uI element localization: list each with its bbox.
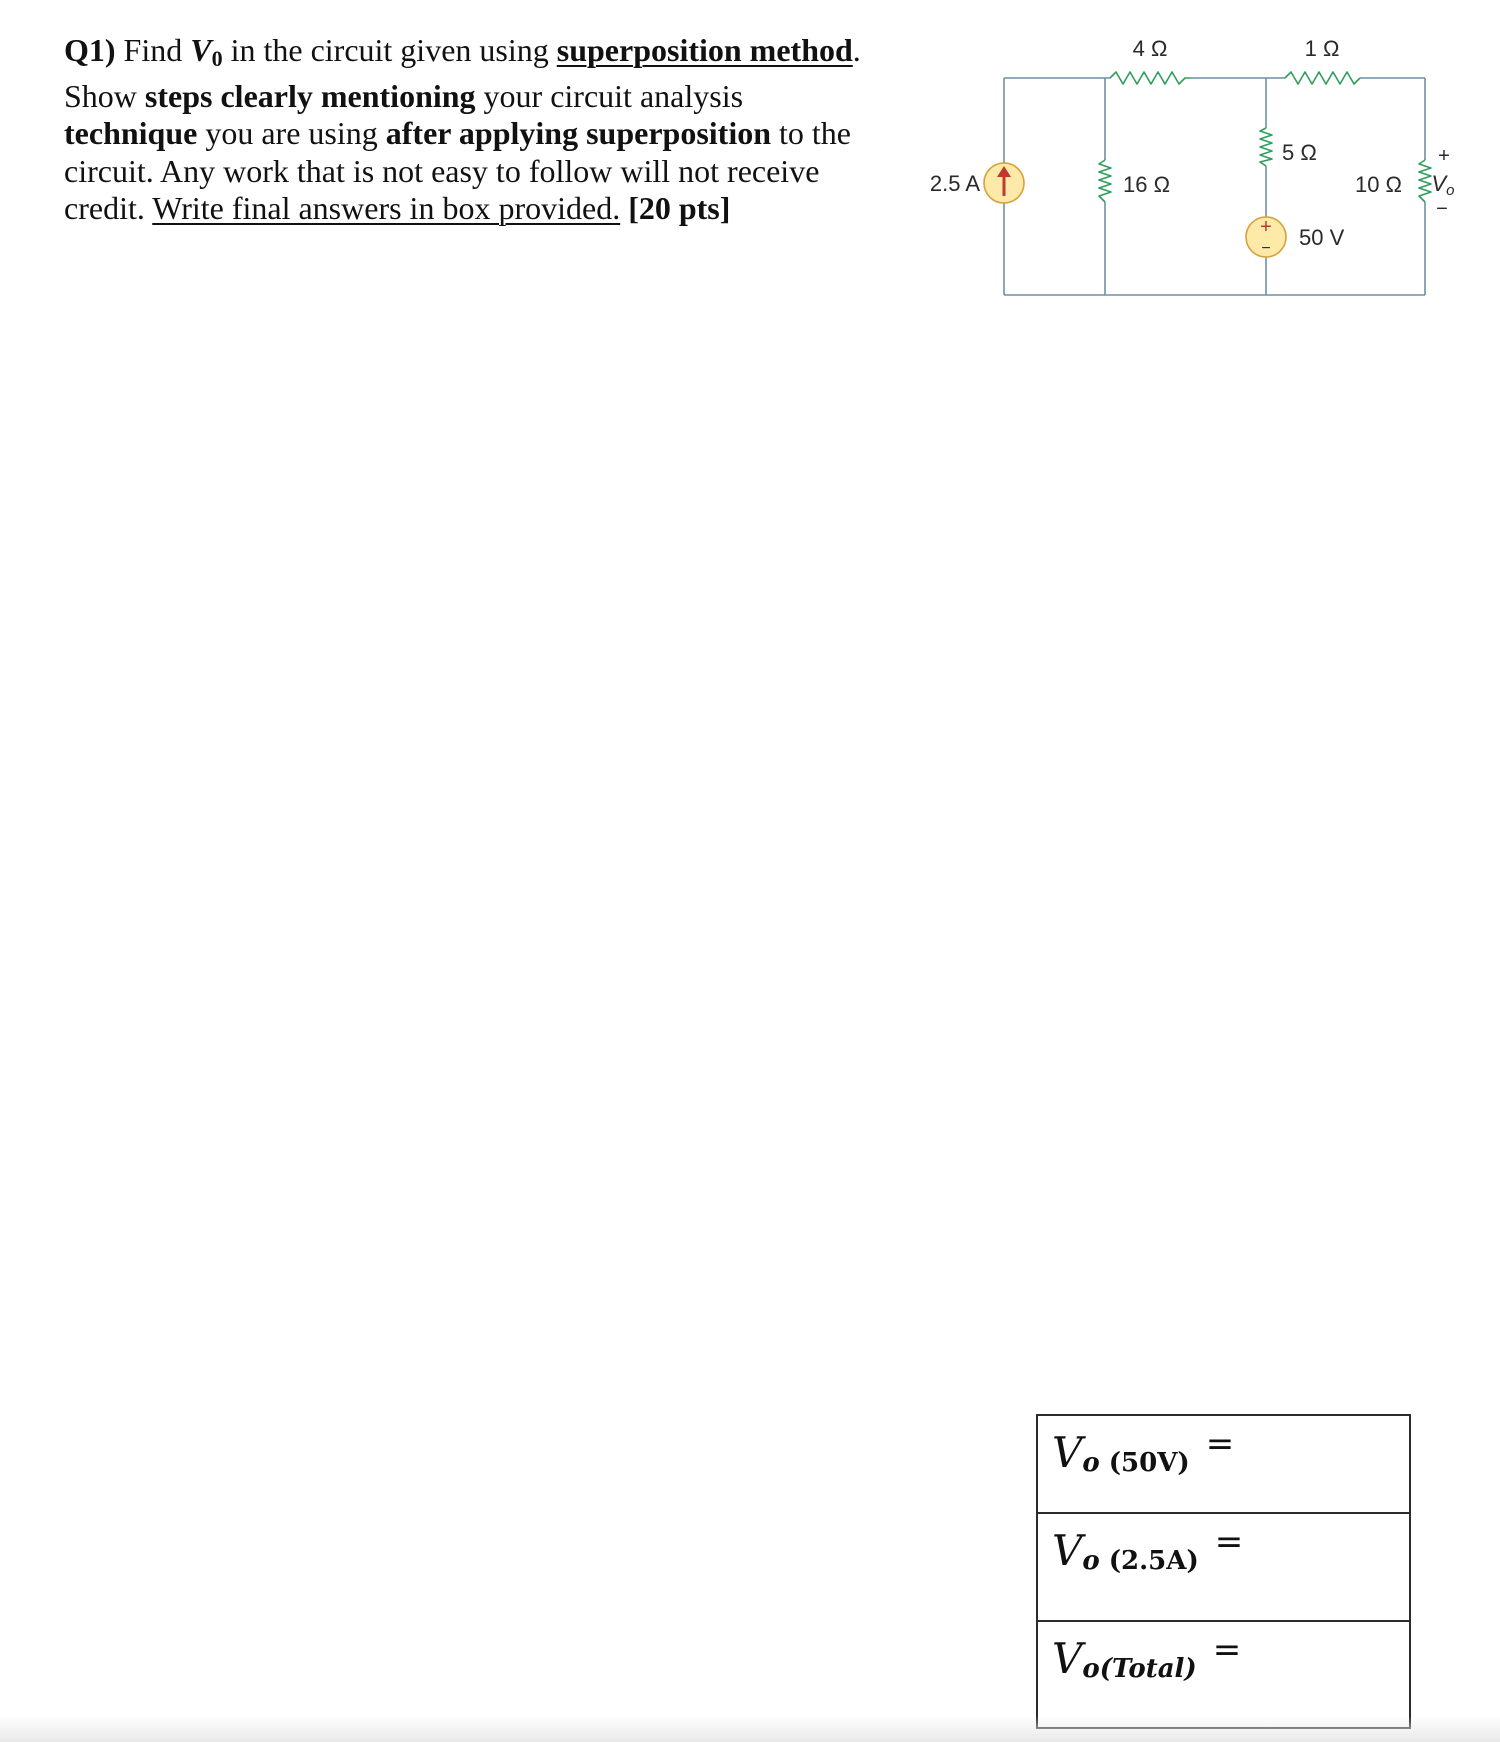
- answer-sub: (50V): [1099, 1448, 1190, 1478]
- answer-sub-prefix: o: [1082, 1546, 1100, 1576]
- answer-label-2-5a: [1052, 1522, 1244, 1576]
- voltage-source-plus: +: [1260, 216, 1272, 238]
- voltage-source-minus: −: [1261, 240, 1271, 257]
- resistor-5-label: 5 Ω: [1282, 140, 1317, 165]
- answer-sub: (2.5A): [1099, 1546, 1199, 1576]
- answer-var: V: [1052, 1634, 1083, 1683]
- question-points: [20 pts]: [628, 190, 731, 226]
- question-circuit-sentence: circuit. Any work that is not easy to follow will not receive: [64, 152, 820, 189]
- page-bottom-shadow: [0, 1716, 1500, 1742]
- question-in-circuit: in the circuit given using: [230, 32, 549, 68]
- question-write-final: Write final answers in box provided.: [152, 190, 621, 226]
- question-to-the: to the: [779, 115, 851, 151]
- answer-box: [1036, 1414, 1411, 1729]
- output-minus: −: [1436, 198, 1448, 220]
- answer-row-2-5a[interactable]: [1038, 1514, 1409, 1622]
- resistor-5-icon: [1260, 128, 1272, 166]
- answer-equals: =: [1212, 1630, 1242, 1670]
- answer-equals: =: [1214, 1522, 1244, 1562]
- output-label: [1431, 171, 1454, 199]
- voltage-source-icon: [1246, 216, 1286, 257]
- resistor-4-icon: [1110, 72, 1190, 84]
- question-after: after applying superposition: [385, 115, 771, 151]
- question-vo-var: V: [190, 32, 212, 68]
- answer-sub-prefix: o: [1082, 1654, 1100, 1684]
- answer-var: V: [1052, 1526, 1083, 1575]
- question-your-circuit: your circuit analysis: [483, 77, 744, 114]
- answer-label-total: [1052, 1630, 1242, 1684]
- question-number: Q1): [64, 32, 116, 68]
- answer-row-total[interactable]: [1038, 1622, 1409, 1729]
- question-period: .: [852, 32, 861, 68]
- current-source-label: 2.5 A: [929, 171, 980, 196]
- answer-sub-prefix: o: [1082, 1448, 1100, 1478]
- question-vo-sub: 0: [211, 46, 223, 71]
- answer-label-50v: [1052, 1424, 1235, 1478]
- answer-sub: (Total): [1099, 1654, 1197, 1684]
- question-show: Show: [64, 77, 137, 114]
- question-technique: technique: [64, 115, 198, 151]
- circuit-diagram: [910, 20, 1470, 310]
- resistor-4-label: 4 Ω: [1132, 36, 1168, 61]
- answer-var: V: [1052, 1428, 1083, 1477]
- question-steps: steps clearly mentioning: [144, 77, 476, 114]
- resistor-10-label: 10 Ω: [1354, 172, 1402, 197]
- question-credit: credit.: [64, 190, 145, 226]
- current-source-icon: [984, 163, 1024, 203]
- question-you-are-using: you are using: [205, 115, 378, 151]
- resistor-16-label: 16 Ω: [1123, 172, 1171, 197]
- answer-equals: =: [1205, 1424, 1235, 1464]
- resistor-10-icon: [1419, 160, 1431, 202]
- question-method: superposition method: [556, 32, 853, 68]
- output-label-sub: o: [1446, 182, 1455, 199]
- voltage-source-label: 50 V: [1299, 225, 1345, 250]
- answer-row-50v[interactable]: [1038, 1416, 1409, 1514]
- resistor-16-icon: [1099, 160, 1111, 202]
- output-label-var: V: [1431, 171, 1447, 196]
- output-plus: +: [1438, 145, 1450, 167]
- question-find: Find: [123, 32, 183, 68]
- question-text: [64, 32, 894, 228]
- resistor-1-icon: [1285, 72, 1360, 84]
- resistor-1-label: 1 Ω: [1304, 36, 1340, 61]
